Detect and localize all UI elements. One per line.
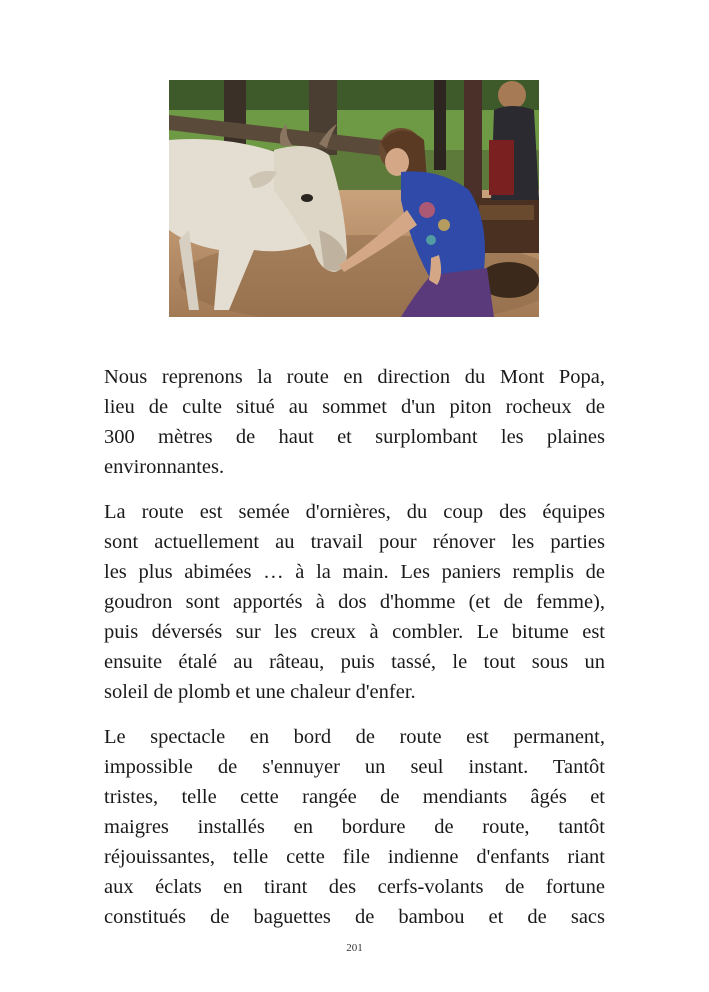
text-line: La route est semée d'ornières, du coup des équipes (104, 501, 605, 523)
text-line: maigres installés en bordure de route, tantôt (104, 816, 605, 838)
text-line: constitués de baguettes de bambou et de sacs (104, 906, 605, 928)
text-line: les plus abimées … à la main. Les paniers remplis de (104, 561, 605, 583)
text-line: ensuite étalé au râteau, puis tassé, le tout sous un (104, 651, 605, 673)
text-line: réjouissantes, telle cette file indienne d'enfants riant (104, 846, 605, 868)
text-line: Le spectacle en bord de route est permanent, (104, 726, 605, 748)
paragraph-2 (104, 497, 605, 707)
text-line: 300 mètres de haut et surplombant les plaines (104, 426, 605, 448)
text-line: lieu de culte situé au sommet d'un piton rocheux de (104, 396, 605, 418)
body-text (104, 362, 605, 947)
text-line: aux éclats en tirant des cerfs-volants de fortune (104, 876, 605, 898)
page-number: 201 (346, 942, 363, 954)
text-line: puis déversés sur les creux à combler. Le bitume est (104, 621, 605, 643)
paragraph-3 (104, 722, 605, 932)
text-line: tristes, telle cette rangée de mendiants âgés et (104, 786, 605, 808)
text-line: sont actuellement au travail pour rénover les parties (104, 531, 605, 553)
text-line: Nous reprenons la route en direction du Mont Popa, (104, 366, 605, 388)
text-line: soleil de plomb et une chaleur d'enfer. (104, 681, 416, 703)
text-line: impossible de s'ennuyer un seul instant. Tantôt (104, 756, 605, 778)
photo-girl-feeding-ox (169, 80, 539, 317)
text-line: environnantes. (104, 456, 225, 478)
paragraph-1 (104, 362, 605, 482)
text-line: goudron sont apportés à dos d'homme (et de femme), (104, 591, 605, 613)
